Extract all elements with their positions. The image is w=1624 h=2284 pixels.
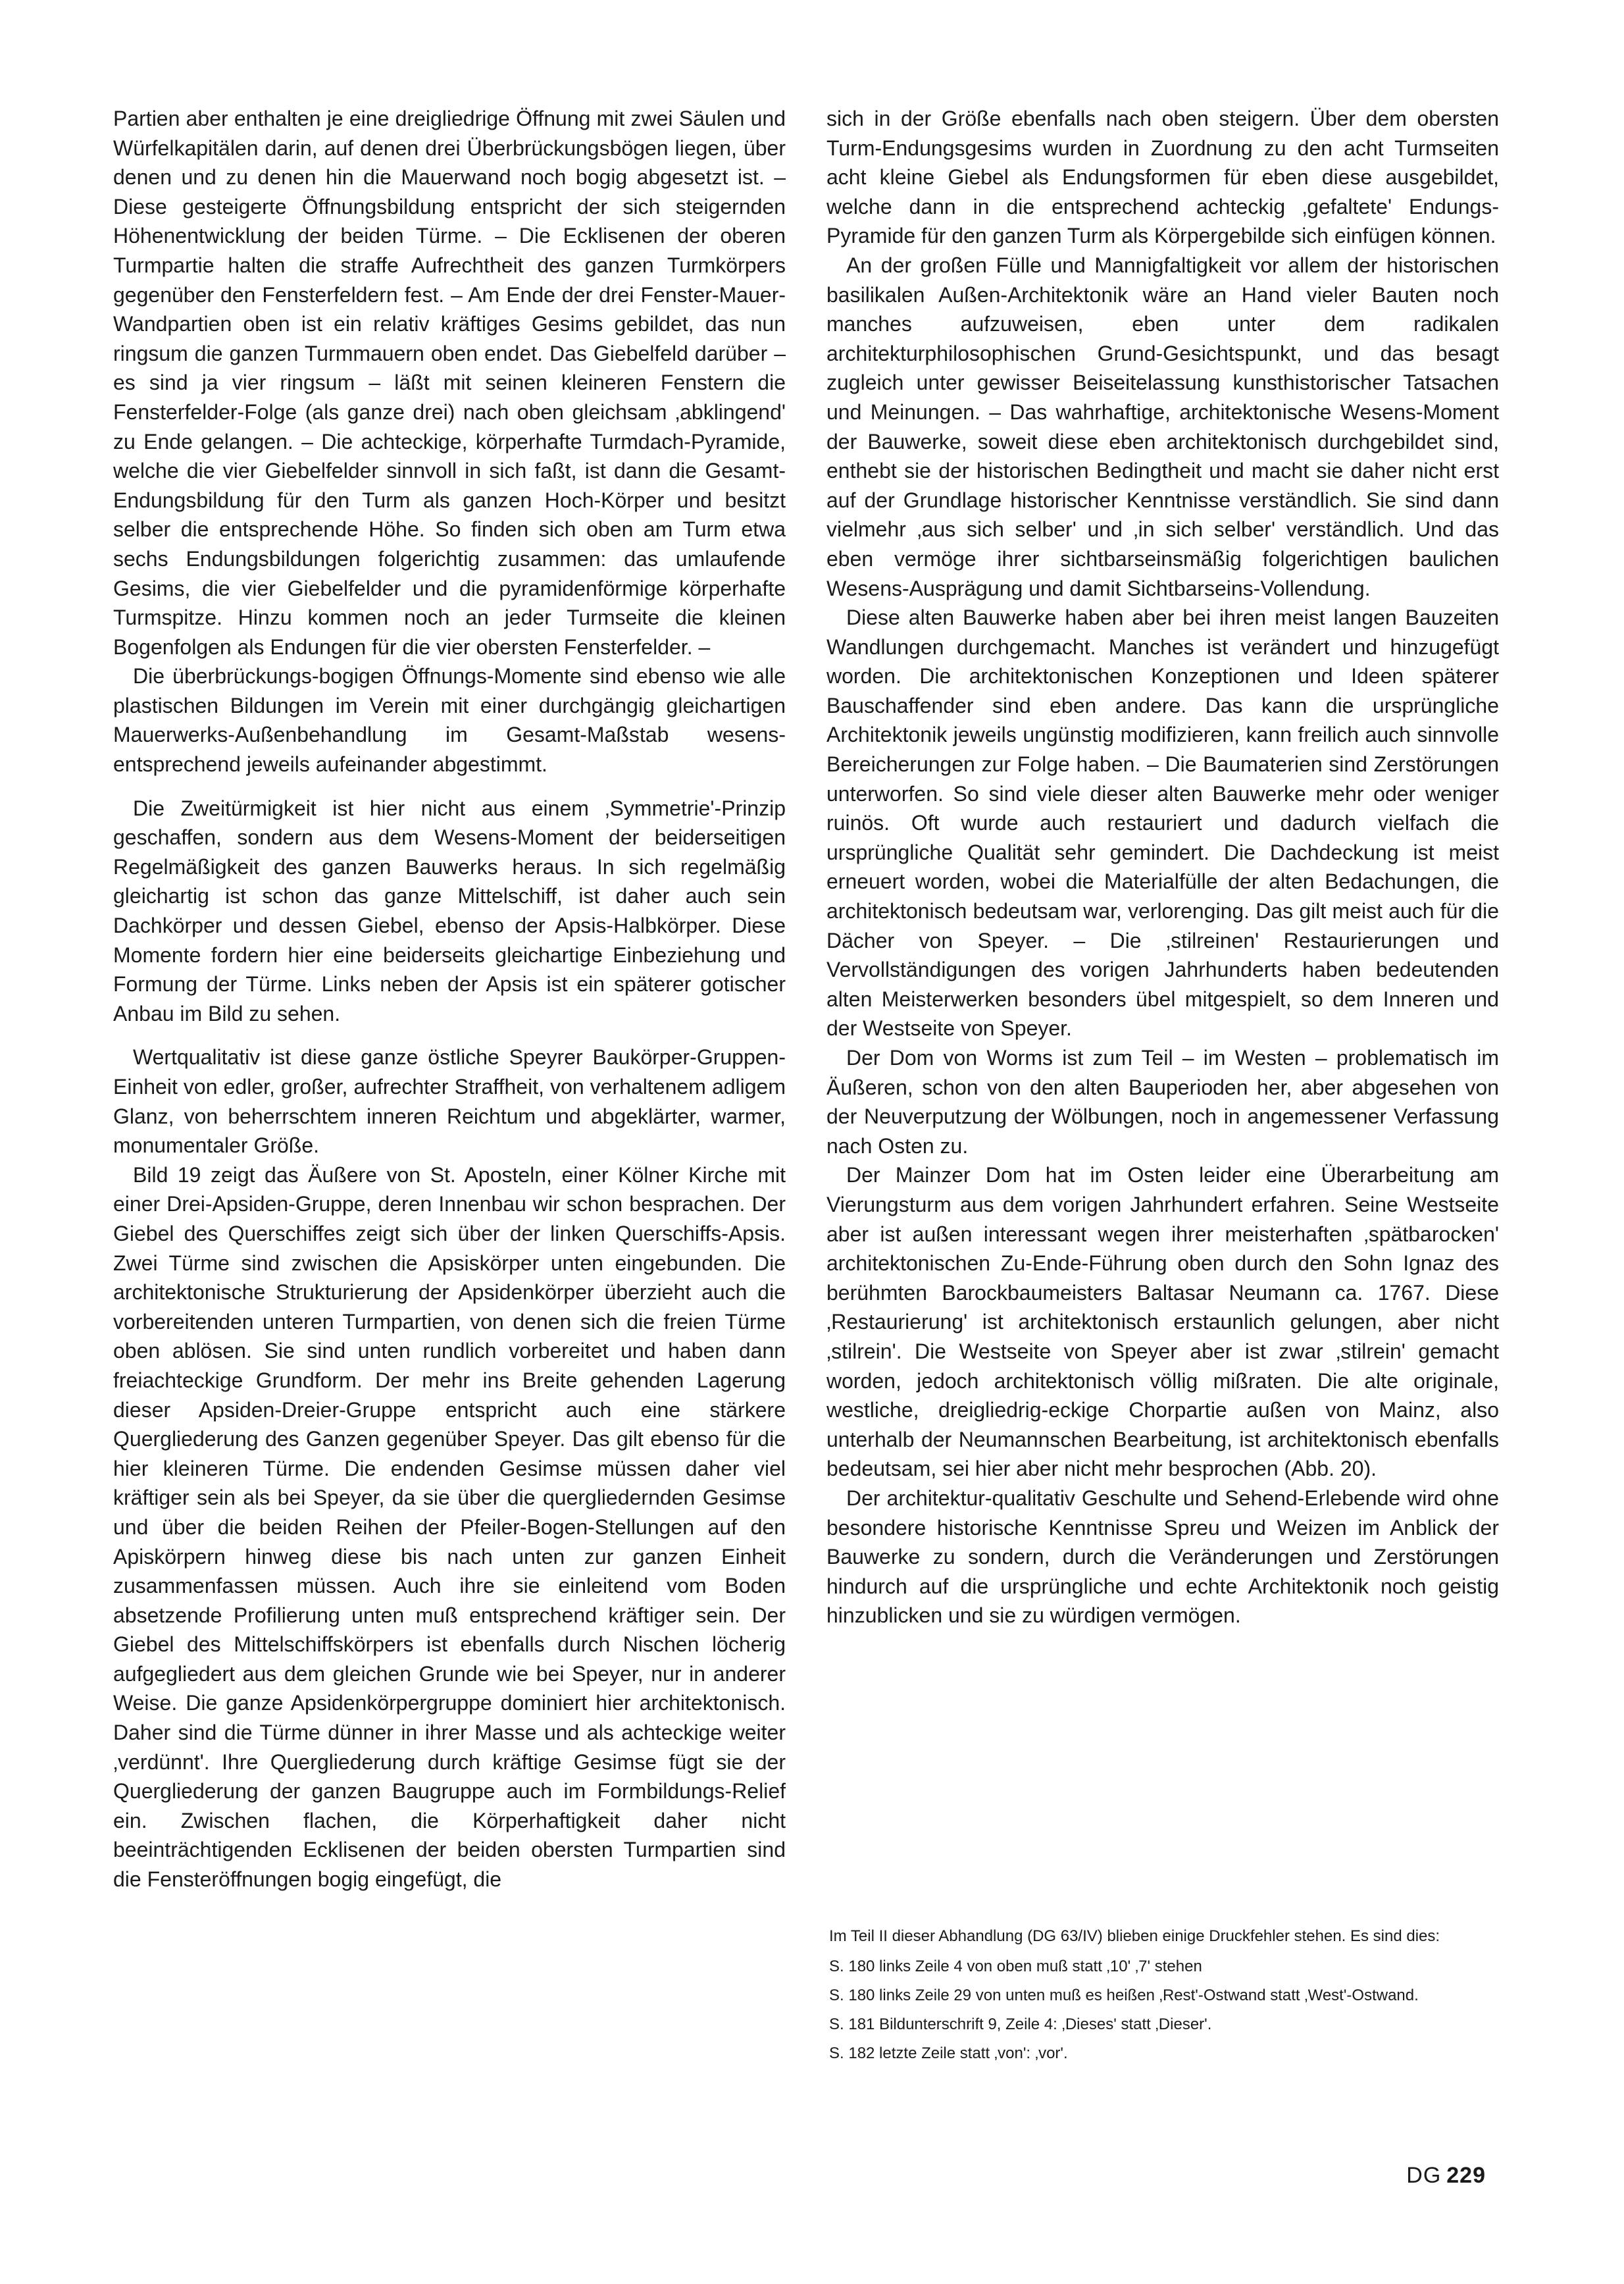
paragraph: Der Dom von Worms ist zum Teil – im Westen – problematisch im Äußeren, schon von den alten Bauperioden her, aber abgesehen von der Neuverputzung der Wölbungen, noch in angemessener Verfassung nach Osten zu. [826,1046,1499,1158]
paragraph: Diese alten Bauwerke haben aber bei ihren meist langen Bauzeiten Wandlungen durchgemacht. Manches ist verändert und hinzugefügt worden. Die architektonischen Konzeptionen und Ideen späterer Bauschaffender sind eben andere. Das kann die ursprüngliche Architektonik jeweils ungünstig modifizieren, kann freilich auch sinnvolle Bereicherungen zur Folge haben. – Die Baumaterien sind Zerstörungen unterworfen. So sind viele dieser alten Bauwerke mehr oder weniger ruinös. Oft wurde auch restauriert und dadurch vielfach die ursprüngliche Qualität sehr gemindert. Die Dachdeckung ist meist erneuert worden, wobei die Materialfülle der alten Bedachungen, die architektonisch bedeutsam war, verlorenging. Das gilt meist auch für die Dächer von Speyer. – Die ‚stilreinen' Restaurierungen und Vervollständigungen des vorigen Jahrhunderts haben bedeutenden alten Meisterwerken besonders übel mitgespielt, so dem Inneren und der Westseite von Speyer. [826,606,1499,1041]
errata-item: S. 180 links Zeile 29 von unten muß es heißen ‚Rest'-Ostwand statt ‚West'-Ostwand. [829,1986,1419,2004]
errata-intro: Im Teil II dieser Abhandlung (DG 63/IV) blieben einige Druckfehler stehen. Es sind dies: [829,1927,1440,1945]
paragraph: An der großen Fülle und Mannigfaltigkeit vor allem der historischen basilikalen Außen-Architektonik wäre an Hand vieler Bauten noch manches aufzuweisen, eben unter dem radikalen architekturphilosophischen Grund-Gesichtspunkt, und das besagt zugleich unter gewisser Beiseitelassung kunsthistorischer Tatsachen und Meinungen. – Das wahrhaftige, architektonische Wesens-Moment der Bauwerke, soweit diese eben architektonisch durchgebildet sind, enthebt sie der historischen Bedingtheit und macht sie daher nicht erst auf der Grundlage historischer Kenntnisse verständlich. Sie sind dann vielmehr ‚aus sich selber' und ‚in sich selber' verständlich. Und das eben vermöge ihrer sichtbarseinsmäßig folgerichtigen baulichen Wesens-Ausprägung und damit Sichtbarseins-Vollendung. [826,253,1499,600]
journal-abbreviation: DG [1406,2163,1442,2188]
right-text-column [826,104,1499,1630]
errata-item: S. 182 letzte Zeile statt ‚von': ‚vor'. [829,2044,1068,2062]
paragraph: Der architektur-qualitativ Geschulte und Sehend-Erlebende wird ohne besondere historische Kenntnisse Spreu und Weizen im Anblick der Bauwerke zu sondern, durch die Veränderungen und Zerstörungen hindurch auf die ursprüngliche und echte Architektonik noch geistig hinzublicken und sie zu würdigen vermögen. [826,1486,1499,1628]
paragraph: Der Mainzer Dom hat im Osten leider eine Überarbeitung am Vierungsturm aus dem vorigen Jahrhundert erfahren. Seine Westseite aber ist außen interessant wegen ihrer meisterhaften ‚spätbarocken' architektonischen Zu-Ende-Führung oben durch den Sohn Ignaz des berühmten Barockbaumeisters Baltasar Neumann ca. 1767. Diese ‚Restaurierung' ist architektonisch erstaunlich gelungen, aber nicht ‚stilrein'. Die Westseite von Speyer aber ist zwar ‚stilrein' gemacht worden, jedoch architektonisch völlig mißraten. Die alte originale, westliche, dreigliedrig-eckige Chorpartie außen von Mainz, also unterhalb der Neumannschen Bearbeitung, ist architektonisch ebenfalls bedeutsam, sei hier aber nicht mehr besprochen (Abb. 20). [826,1163,1499,1481]
paragraph: Partien aber enthalten je eine dreigliedrige Öffnung mit zwei Säulen und Würfelkapitälen darin, auf denen drei Überbrückungsbögen liegen, über denen und zu denen hin die Mauerwand noch bogig abgesetzt ist. – Diese gesteigerte Öffnungsbildung entspricht der sich steigernden Höhenentwicklung der beiden Türme. – Die Ecklisenen der oberen Turmpartie halten die straffe Aufrechtheit des ganzen Turmkörpers gegenüber den Fensterfeldern fest. – Am Ende der drei Fenster-Mauer-Wandpartien oben ist ein relativ kräftiges Gesims gebildet, das nun ringsum die ganzen Turmmauern oben endet. Das Giebelfeld darüber – es sind ja vier ringsum – läßt mit seinen kleineren Fenstern die Fensterfelder-Folge (als ganze drei) nach oben gleichsam ‚abklingend' zu Ende gelangen. – Die achteckige, körperhafte Turmdach-Pyramide, welche die vier Giebelfelder sinnvoll in sich faßt, ist dann die Gesamt-Endungsbildung für den Turm als ganzen Hoch-Körper und besitzt selber die entsprechende Höhe. So finden sich oben am Turm etwa sechs Endungsbildungen folgerichtig zusammen: das umlaufende Gesims, die vier Giebelfelder und die pyramidenförmige körperhafte Turmspitze. Hinzu kommen noch an jeder Turmseite die kleinen Bogenfolgen als Endungen für die vier obersten Fensterfelder. – [113,107,786,659]
errata-item: S. 181 Bildunterschrift 9, Zeile 4: ‚Dieses' statt ‚Dieser'. [829,2015,1212,2033]
paragraph: Die Zweitürmigkeit ist hier nicht aus einem ‚Symmetrie'-Prinzip geschaffen, sondern aus dem Wesens-Moment der beiderseitigen Regelmäßigkeit des ganzen Bauwerks heraus. In sich regelmäßig gleichartig ist schon das ganze Mittelschiff, ist daher auch sein Dachkörper und dessen Giebel, ebenso der Apsis-Halbkörper. Diese Momente fordern hier eine beiderseits gleichartige Einbeziehung und Formung der Türme. Links neben der Apsis ist ein späterer gotischer Anbau im Bild zu sehen. [113,796,786,1025]
page-number [1406,2163,1486,2189]
paragraph: sich in der Größe ebenfalls nach oben steigern. Über dem obersten Turm-Endungsgesims wurden in Zuordnung zu den acht Turmseiten acht kleine Giebel als Endungsformen für eben diese ausgebildet, welche dann in die entsprechend achteckig ‚gefaltete' Endungs-Pyramide für den ganzen Turm als Körpergebilde sich einfügen können. [826,107,1499,248]
left-text-column [113,104,786,1894]
page-number-value: 229 [1446,2163,1486,2188]
errata-footnotes [826,1925,1499,2071]
paragraph: Die überbrückungs-bogigen Öffnungs-Momente sind ebenso wie alle plastischen Bildungen im Verein mit einer durchgängig gleichartigen Mauerwerks-Außenbehandlung im Gesamt-Maßstab wesens-entsprechend jeweils aufeinander abgestimmt. [113,664,786,777]
paragraph: Bild 19 zeigt das Äußere von St. Aposteln, einer Kölner Kirche mit einer Drei-Apsiden-Gruppe, deren Innenbau wir schon besprachen. Der Giebel des Querschiffes zeigt sich über der linken Querschiffs-Apsis. Zwei Türme sind zwischen die Apsiskörper unten eingebunden. Die architektonische Strukturierung der Apsidenkörper überzieht auch die vorbereitenden unteren Turmpartien, von denen sich die freien Türme oben ablösen. Sie sind unten rundlich vorbereitet und haben dann freiachteckige Grundform. Der mehr ins Breite gehenden Lagerung dieser Apsiden-Dreier-Gruppe entspricht auch eine stärkere Quergliederung des Ganzen gegenüber Speyer. Das gilt ebenso für die hier kleineren Türme. Die endenden Gesimse müssen daher viel kräftiger sein als bei Speyer, da sie über die quergliedernden Gesimse und über die beiden Reihen der Pfeiler-Bogen-Stellungen auf den Apiskörpern hinweg diese bis nach unten zur ganzen Einheit zusammenfassen müssen. Auch ihre sie einleitend vom Boden absetzende Profilierung unten muß entsprechend kräftiger sein. Der Giebel des Mittelschiffskörpers ist ebenfalls durch Nischen löcherig aufgegliedert aus dem gleichen Grunde wie bei Speyer, nur in anderer Weise. Die ganze Apsidenkörpergruppe dominiert hier architektonisch. Daher sind die Türme dünner in ihrer Masse und als achteckige weiter ‚verdünnt'. Ihre Quergliederung durch kräftige Gesimse fügt sie der Quergliederung der ganzen Baugruppe auch im Formbildungs-Relief ein. Zwischen flachen, die Körperhaftigkeit daher nicht beeinträchtigenden Ecklisenen der beiden obersten Turmpartien sind die Fensteröffnungen bogig eingefügt, die [113,1162,786,1892]
paragraph: Wertqualitativ ist diese ganze östliche Speyrer Baukörper-Gruppen-Einheit von edler, großer, aufrechter Straffheit, von verhaltenem adligem Glanz, von beherrschtem inneren Reichtum und abgeklärter, warmer, monumentaler Größe. [113,1045,786,1158]
errata-item: S. 180 links Zeile 4 von oben muß statt ‚10' ‚7' stehen [829,1958,1202,1975]
